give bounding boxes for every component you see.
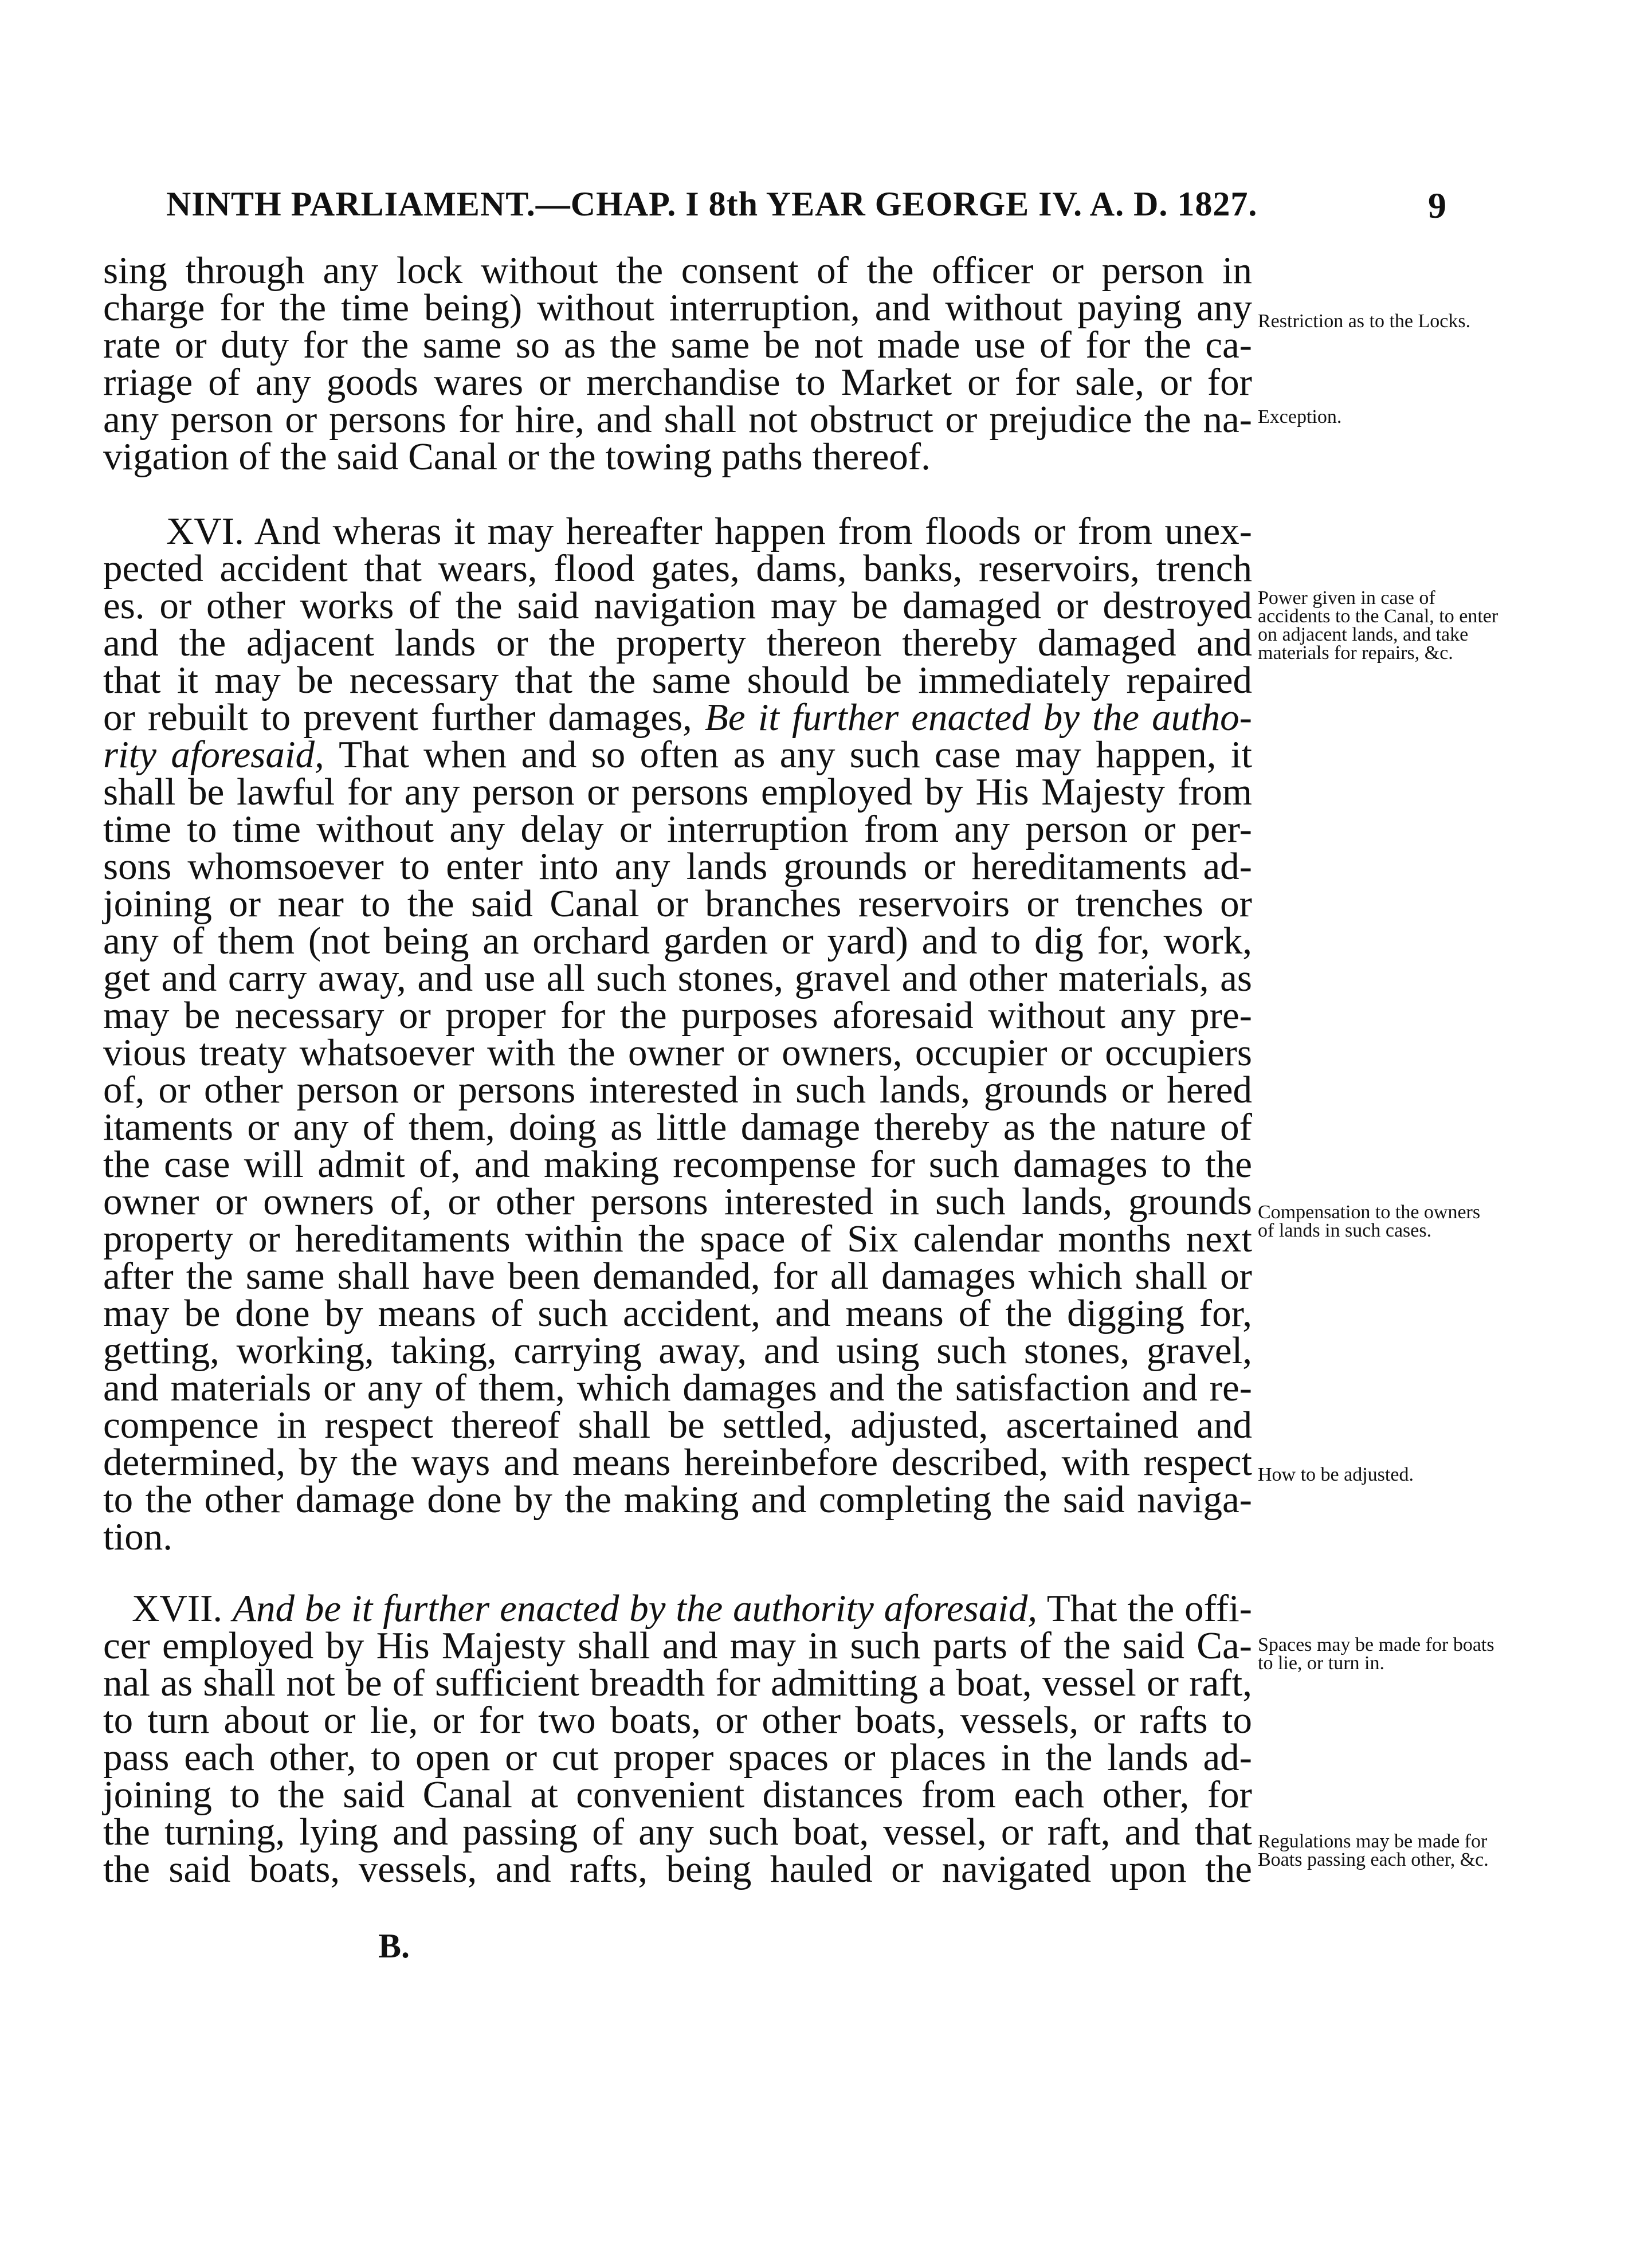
text-line: determined, by the ways and means hereinbefore described, with respect: [103, 1441, 1252, 1484]
text-line: get and carry away, and use all such stones, gravel and other materials, as: [103, 957, 1252, 999]
text-line: joining or near to the said Canal or branches reservoirs or trenches or: [103, 882, 1252, 925]
text-line: that it may be necessary that the same should be immediately repaired: [103, 659, 1252, 701]
text-line: nal as shall not be of sufficient breadth for admitting a boat, vessel or raft,: [103, 1662, 1252, 1704]
margin-note-power: Power given in case of accidents to the Canal, to enter on adjacent lands, and take materials for repairs, &c.: [1258, 587, 1498, 664]
text-line: shall be lawful for any person or persons employed by His Majesty from: [103, 771, 1252, 813]
text-line: may be necessary or proper for the purposes aforesaid without any pre-: [103, 994, 1252, 1037]
section-number: XVII.: [132, 1587, 233, 1630]
text-line: cer employed by His Majesty shall and may in such parts of the said Ca-: [103, 1625, 1252, 1667]
paragraph-continuation: [103, 249, 1252, 478]
section-xvi: [103, 510, 1252, 1558]
text-line: compence in respect thereof shall be settled, adjusted, ascertained and: [103, 1404, 1252, 1446]
running-head: NINTH PARLIAMENT.—CHAP. I 8th YEAR GEORGE IV. A. D. 1827.: [166, 185, 1258, 223]
text-line: es. or other works of the said navigation may be damaged or destroyed: [103, 584, 1252, 627]
text-line: pass each other, to open or cut proper spaces or places in the lands ad-: [103, 1736, 1252, 1779]
signature-mark: B.: [378, 1927, 410, 1965]
text-line: vigation of the said Canal or the towing paths thereof.: [103, 435, 931, 478]
margin-note-exception: Exception.: [1258, 406, 1342, 427]
text-line: time to time without any delay or interruption from any person or per-: [103, 808, 1252, 850]
text-line: sing through any lock without the consent of the officer or person in: [103, 249, 1252, 292]
text-line: joining to the said Canal at convenient distances from each other, for: [103, 1773, 1252, 1816]
text-line: to the other damage done by the making and completing the said naviga-: [103, 1478, 1252, 1521]
margin-note-compensation: Compensation to the owners of lands in such cases.: [1258, 1202, 1481, 1241]
section-xvii: [103, 1587, 1252, 1890]
text-line: itaments or any of them, doing as little damage thereby as the nature of: [103, 1106, 1252, 1148]
text-line: vious treaty whatsoever with the owner or owners, occupier or occupiers: [103, 1031, 1252, 1074]
text-line: [103, 733, 1252, 776]
margin-note-restriction: Restriction as to the Locks.: [1258, 311, 1471, 332]
margin-note-adjusted: How to be adjusted.: [1258, 1464, 1414, 1485]
text-line: any of them (not being an orchard garden or yard) and to dig for, work,: [103, 920, 1252, 962]
text-line: may be done by means of such accident, and means of the digging for,: [103, 1292, 1252, 1335]
enacting-clause: rity aforesaid,: [103, 733, 339, 776]
text-line: getting, working, taking, carrying away, and using such stones, gravel,: [103, 1329, 1252, 1372]
text-line: owner or owners of, or other persons interested in such lands, grounds: [103, 1180, 1252, 1223]
text-line: rriage of any goods wares or merchandise to Market or for sale, or for: [103, 361, 1252, 403]
page-number: 9: [1428, 185, 1446, 226]
enacting-clause: And be it further enacted by the authority aforesaid,: [233, 1587, 1038, 1630]
text-line: any person or persons for hire, and shall not obstruct or prejudice the na-: [103, 398, 1252, 441]
text-line: and materials or any of them, which damages and the satisfaction and re-: [103, 1367, 1252, 1409]
text-line: [103, 696, 1252, 739]
text-line: sons whomsoever to enter into any lands grounds or hereditaments ad-: [103, 845, 1252, 888]
text-segment: That when and so often as any such case may happen, it: [339, 733, 1252, 776]
text-line: XVI. And wheras it may hereafter happen from floods or from unex-: [166, 510, 1252, 552]
margin-note-regulations: Regulations may be made for Boats passing each other, &c.: [1258, 1831, 1489, 1870]
text-line: [103, 1587, 1252, 1630]
enacting-clause: Be it further enacted by the autho-: [704, 696, 1252, 739]
text-line: pected accident that wears, flood gates, dams, banks, reservoirs, trench: [103, 547, 1252, 590]
text-line: tion.: [103, 1516, 172, 1558]
text-line: after the same shall have been demanded, for all damages which shall or: [103, 1255, 1252, 1297]
text-line: rate or duty for the same so as the same be not made use of for the ca-: [103, 324, 1252, 366]
text-line: and the adjacent lands or the property thereon thereby damaged and: [103, 622, 1252, 664]
text-segment: That the offi-: [1037, 1587, 1252, 1630]
text-segment: or rebuilt to prevent further damages,: [103, 696, 705, 739]
text-line: the case will admit of, and making recompense for such damages to the: [103, 1143, 1252, 1186]
text-line: the said boats, vessels, and rafts, being hauled or navigated upon the: [103, 1848, 1252, 1890]
text-line: of, or other person or persons interested in such lands, grounds or hered: [103, 1069, 1252, 1111]
text-line: property or hereditaments within the space of Six calendar months next: [103, 1218, 1252, 1260]
text-line: the turning, lying and passing of any such boat, vessel, or raft, and that: [103, 1811, 1252, 1853]
margin-note-spaces: Spaces may be made for boats to lie, or turn in.: [1258, 1634, 1494, 1674]
text-line: to turn about or lie, or for two boats, or other boats, vessels, or rafts to: [103, 1699, 1252, 1741]
text-line: charge for the time being) without interruption, and without paying any: [103, 287, 1252, 329]
